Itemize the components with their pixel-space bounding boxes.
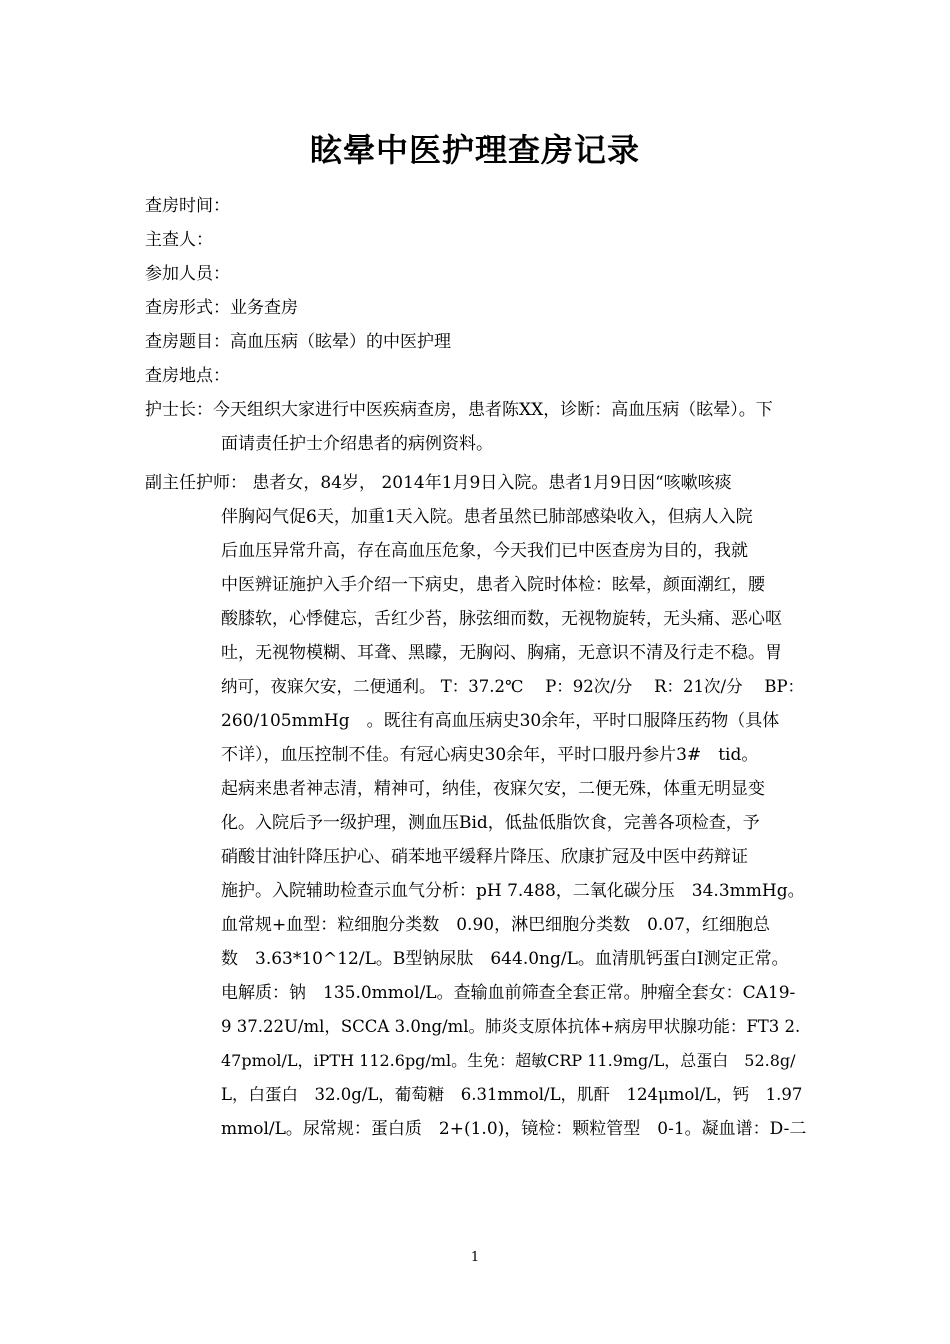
paragraph-line: 260/105mmHg 。既往有高血压病史30余年，平时口服降压药物（具体	[221, 711, 780, 731]
page-number: 1	[470, 1250, 480, 1265]
field-value: 业务查房	[230, 298, 298, 318]
paragraph-line: 中医辨证施护入手介绍一下病史，患者入院时体检：眩晕，颜面潮红，腰	[221, 575, 765, 595]
deputy-chief-nurse-paragraph	[145, 466, 807, 1146]
field-label: 查房形式：	[145, 298, 230, 318]
field-label: 查房时间：	[145, 196, 230, 216]
field-label: 参加人员：	[145, 264, 230, 284]
paragraph-line: 9 37.22U/ml，SCCA 3.0ng/ml。肺炎支原体抗体+病房甲状腺功能：FT3 2.	[221, 1017, 801, 1036]
paragraph-line: 面请责任护士介绍患者的病例资料。	[221, 434, 493, 454]
paragraph-line: 化。入院后予一级护理，测血压Bid，低盐低脂饮食，完善各项检查，予	[221, 813, 760, 833]
paragraph-line: 47pmol/L，iPTH 112.6pg/ml。生免：超敏CRP 11.9mg/L，总蛋白 52.8g/	[221, 1051, 796, 1070]
paragraph-line: 不详），血压控制不佳。有冠心病史30余年，平时口服丹参片3# tid。	[221, 745, 759, 765]
paragraph-line: 硝酸甘油针降压护心、硝苯地平缓释片降压、欣康扩冠及中医中药辩证	[221, 847, 748, 867]
paragraph-line: 副主任护师： 患者女，84岁， 2014年1月9日入院。患者1月9日因“咳嗽咳痰	[145, 473, 732, 493]
field-value: 高血压病（眩晕）的中医护理	[230, 332, 451, 352]
paragraph-line: 护士长：今天组织大家进行中医疾病查房，患者陈XX，诊断：高血压病（眩晕）。下	[145, 400, 773, 420]
paragraph-line: 纳可，夜寐欠安，二便通利。 T：37.2℃ P：92次/分 R：21次/分 BP：	[221, 677, 805, 696]
paragraph-line: L，白蛋白 32.0g/L，葡萄糖 6.31mmol/L，肌酐 124μmol/L，钙 1.97	[221, 1085, 803, 1104]
field-round-format	[145, 296, 298, 320]
field-round-time	[145, 194, 230, 218]
field-label: 主查人：	[145, 230, 213, 250]
field-label: 查房地点：	[145, 366, 230, 386]
document-title: 眩晕中医护理查房记录	[309, 131, 640, 169]
paragraph-line: 电解质：钠 135.0mmol/L。查输血前筛查全套正常。肿瘤全套女：CA19-	[221, 983, 796, 1003]
paragraph-line: 酸膝软，心悸健忘，舌红少苔，脉弦细而数，无视物旋转，无头痛、恶心呕	[221, 609, 782, 629]
paragraph-line: 伴胸闷气促6天，加重1天入院。患者虽然已肺部感染收入，但病人入院	[221, 507, 753, 527]
paragraph-line: 吐，无视物模糊、耳聋、黑矇，无胸闷、胸痛，无意识不清及行走不稳。胃	[221, 643, 782, 663]
field-label: 查房题目：	[145, 332, 230, 352]
head-nurse-paragraph	[145, 393, 807, 461]
paragraph-line: 起病来患者神志清，精神可，纳佳，夜寐欠安，二便无殊，体重无明显变	[221, 779, 765, 799]
paragraph-line: 血常规+血型：粒细胞分类数 0.90，淋巴细胞分类数 0.07，红细胞总	[221, 915, 770, 935]
field-round-location	[145, 364, 230, 388]
paragraph-line: 施护。入院辅助检查示血气分析：pH 7.488，二氧化碳分压 34.3mmHg。	[221, 881, 805, 901]
paragraph-line: 数 3.63*10^12/L。B型钠尿肽 644.0ng/L。血清肌钙蛋白I测定正常。	[221, 949, 789, 969]
field-participants	[145, 262, 230, 286]
paragraph-line: 后血压异常升高，存在高血压危象，今天我们已中医查房为目的，我就	[221, 541, 748, 561]
paragraph-line: mmol/L。尿常规：蛋白质 2+(1.0)，镜检：颗粒管型 0-1。凝血谱：D-二	[221, 1119, 807, 1139]
field-round-topic	[145, 330, 451, 354]
field-host	[145, 228, 213, 252]
